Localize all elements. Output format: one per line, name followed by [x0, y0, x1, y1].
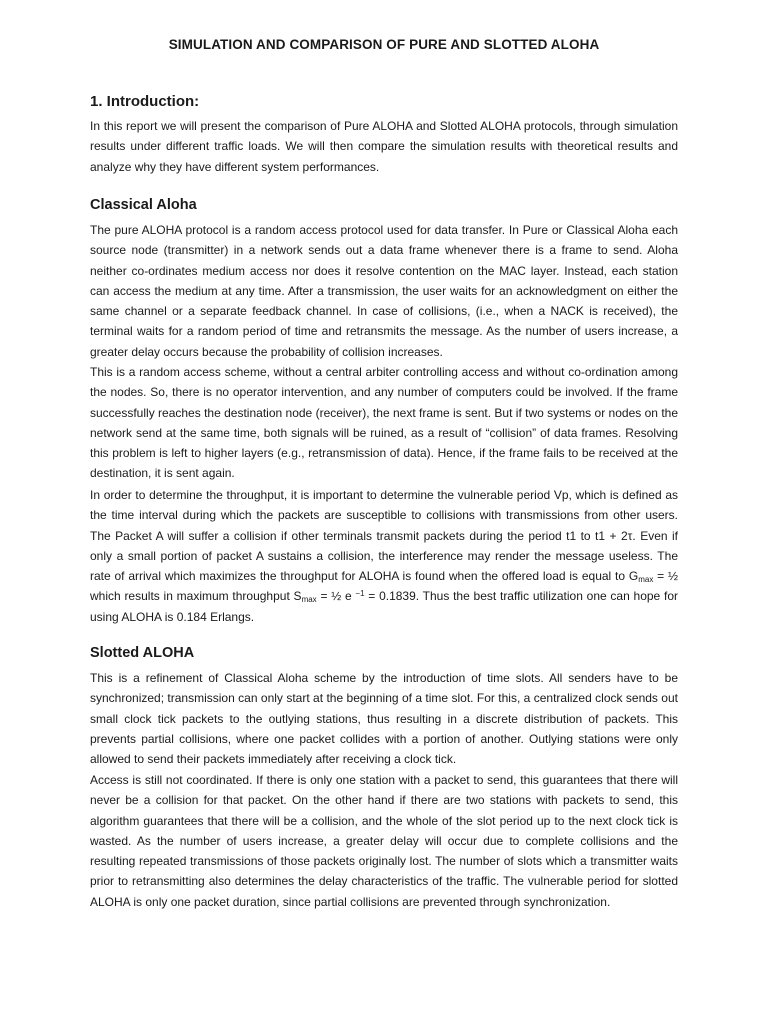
section-heading-classical-aloha: Classical Aloha — [90, 197, 197, 213]
slotted-aloha-paragraph-2: Access is still not coordinated. If there is only one station with a packet to send, this guarantees that there will never be a collision for that packet. On the other hand if there are two stations with packets to send, this algorithm guarantees that there will be a collision, and the whole of the slot period up to the next clock tick is wasted. As the number of users increase, a greater delay will occur due to complete collisions and the resulting repeated transmissions of those packets originally lost. The number of slots which a transmitter waits prior to retransmitting also determines the delay characteristics of the traffic. The vulnerable period for slotted ALOHA is only one packet duration, since partial collisions are prevented through synchronization. — [90, 773, 678, 909]
intro-paragraph: In this report we will present the comparison of Pure ALOHA and Slotted ALOHA protocols, through simulation results under different traffic loads. We will then compare the simulation results with theoretical results and analyze why they have different system performances. — [90, 119, 678, 174]
throughput-text-part4: = 0.1839. Thus the best traffic utilization one can hope for using ALOHA is 0.184 Erlangs. — [90, 589, 678, 624]
document-title: SIMULATION AND COMPARISON OF PURE AND SLOTTED ALOHA — [168, 37, 600, 52]
throughput-text-part1: In order to determine the throughput, it is important to determine the vulnerable period Vp, which is defined as the time interval during which the packets are susceptible to collisions with transmissions from other users. The Packet A will suffer a collision if other terminals transmit packets during the period t1 to t1 + 2τ. Even if only a small portion of packet A sustains a collision, the interference may render the message useless. The rate of arrival which maximizes the throughput for ALOHA is found when the offered load is equal to G — [90, 488, 678, 584]
section-heading-slotted-aloha: Slotted ALOHA — [90, 645, 195, 661]
classical-aloha-paragraph-3 — [90, 485, 678, 627]
slotted-aloha-paragraph-1: This is a refinement of Classical Aloha scheme by the introduction of time slots. All senders have to be synchronized; transmission can only start at the beginning of a time slot. For this, a centralized clock sends out small clock tick packets to the outlying stations, thus resulting in a discrete distribution of packets. This prevents partial collisions, where one packet collides with a portion of another. Outlying stations were only allowed to send their packets immediately after receiving a clock tick. — [90, 671, 678, 767]
throughput-text-part2: = ½ which results in maximum throughput S — [90, 569, 678, 604]
smax-subscript: max — [301, 595, 317, 605]
gmax-subscript: max — [638, 575, 654, 585]
classical-aloha-paragraph-2: This is a random access scheme, without a central arbiter controlling access and without co-ordination among the nodes. So, there is no operator intervention, and any number of computers could be involved. If the frame successfully reaches the destination node (receiver), the next frame is sent. But if two systems or nodes on the network send at the same time, both signals will be ruined, as a result of “collision” of data frames. Resolving this problem is left to higher layers (e.g., retransmission of data). Hence, if the frame fails to be received at the destination, it is sent again. — [90, 365, 678, 481]
throughput-text-part3: = ½ e — [316, 589, 356, 604]
section-heading-introduction: 1. Introduction: — [90, 93, 200, 110]
exponent-superscript: −1 — [355, 589, 365, 599]
classical-aloha-paragraph-1: The pure ALOHA protocol is a random access protocol used for data transfer. In Pure or Classical Aloha each source node (transmitter) in a network sends out a data frame whenever there is a frame to send. Aloha neither co-ordinates medium access nor does it resolve contention on the MAC layer. Instead, each station can access the medium at any time. After a transmission, the user waits for an acknowledgment on either the same channel or a separate feedback channel. In case of collisions, (i.e., when a NACK is received), the terminal waits for a random period of time and retransmits the message. As the number of users increase, a greater delay occurs because the probability of collision increases. — [90, 223, 678, 359]
